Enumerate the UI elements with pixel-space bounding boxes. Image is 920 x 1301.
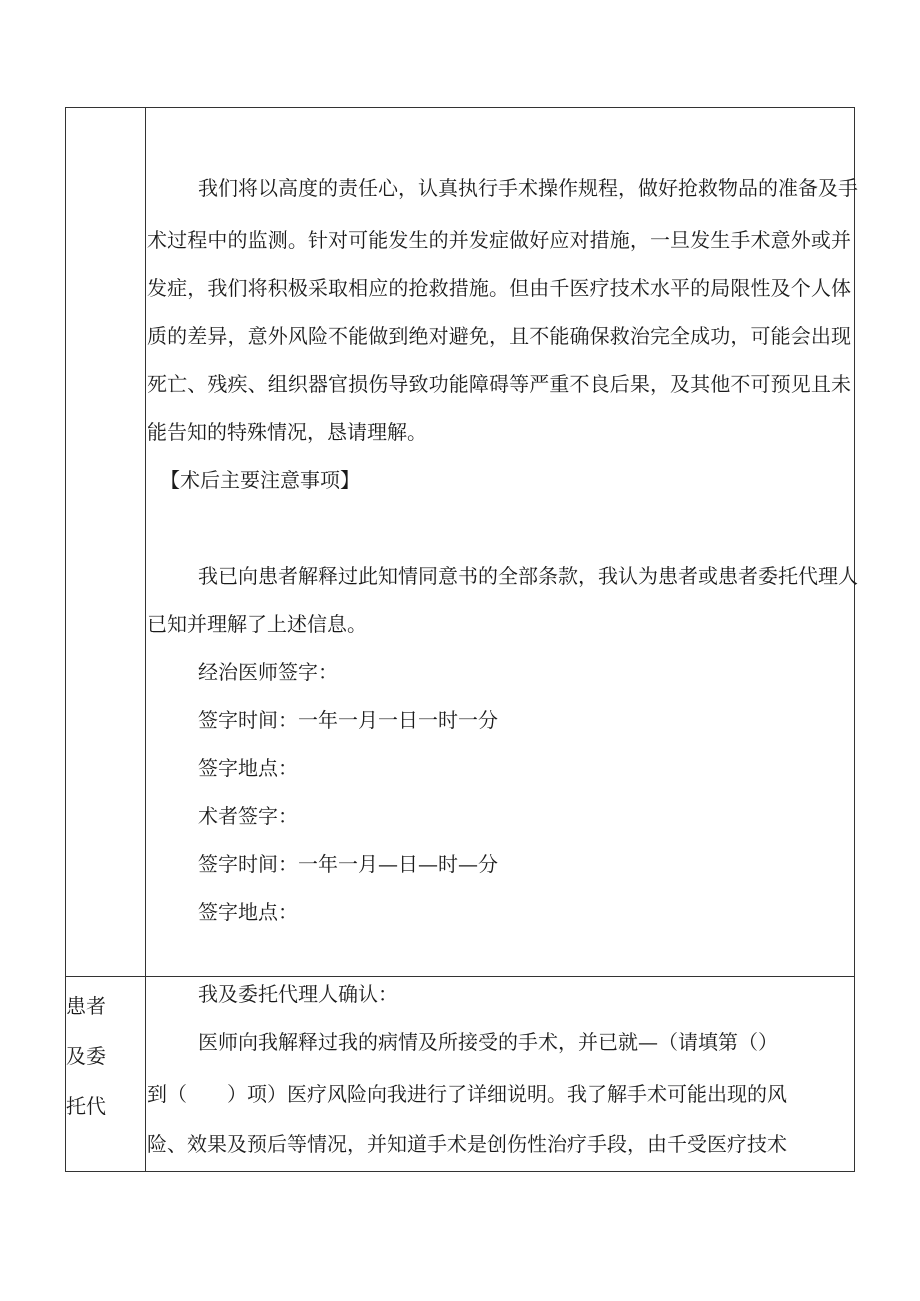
patient-statement-line: 险、效果及预后等情况，并知道手术是创伤性治疗手段，由千受医疗技术 — [147, 1132, 787, 1156]
surgeon-sign-time-label: 签字时间：一年一月—日—时—分 — [198, 852, 498, 876]
patient-side-label: 患者 — [66, 994, 106, 1018]
risk-paragraph-line: 我们将以高度的责任心，认真执行手术操作规程，做好抢救物品的准备及手 — [198, 176, 858, 200]
surgeon-signature-label: 术者签字： — [198, 804, 298, 828]
risk-paragraph-line: 术过程中的监测。针对可能发生的并发症做好应对措施，一旦发生手术意外或并 — [147, 228, 851, 252]
doctor-signature-label: 经治医师签字： — [198, 660, 338, 684]
risk-paragraph-line: 死亡、残疾、组织器官损伤导致功能障碍等严重不良后果，及其他不可预见且未 — [147, 372, 851, 396]
row-divider — [66, 976, 854, 977]
risk-paragraph-line: 能告知的特殊情况，恳请理解。 — [147, 420, 427, 444]
risk-paragraph-line: 质的差异，意外风险不能做到绝对避免，且不能确保救治完全成功，可能会出现 — [147, 324, 851, 348]
doctor-statement-line: 我已向患者解释过此知情同意书的全部条款，我认为患者或患者委托代理人 — [198, 564, 858, 588]
consent-form-table — [65, 107, 855, 1172]
patient-confirm-heading: 我及委托代理人确认： — [198, 982, 398, 1006]
doctor-statement-line: 已知并理解了上述信息。 — [147, 612, 367, 636]
column-divider — [145, 108, 146, 1171]
patient-statement-line: 到（ ）项）医疗风险向我进行了详细说明。我了解手术可能出现的风 — [147, 1082, 787, 1106]
risk-paragraph-line: 发症，我们将积极采取相应的抢救措施。但由千医疗技术水平的局限性及个人体 — [147, 276, 851, 300]
surgeon-sign-place-label: 签字地点： — [198, 900, 298, 924]
postop-heading: 【术后主要注意事项】 — [160, 468, 360, 492]
doctor-sign-place-label: 签字地点： — [198, 756, 298, 780]
patient-statement-line: 医师向我解释过我的病情及所接受的手术，并已就—（请填第（） — [198, 1030, 778, 1054]
doctor-sign-time-label: 签字时间：一年一月一日一时一分 — [198, 708, 498, 732]
patient-side-label: 托代 — [66, 1094, 106, 1118]
patient-side-label: 及委 — [66, 1044, 106, 1068]
